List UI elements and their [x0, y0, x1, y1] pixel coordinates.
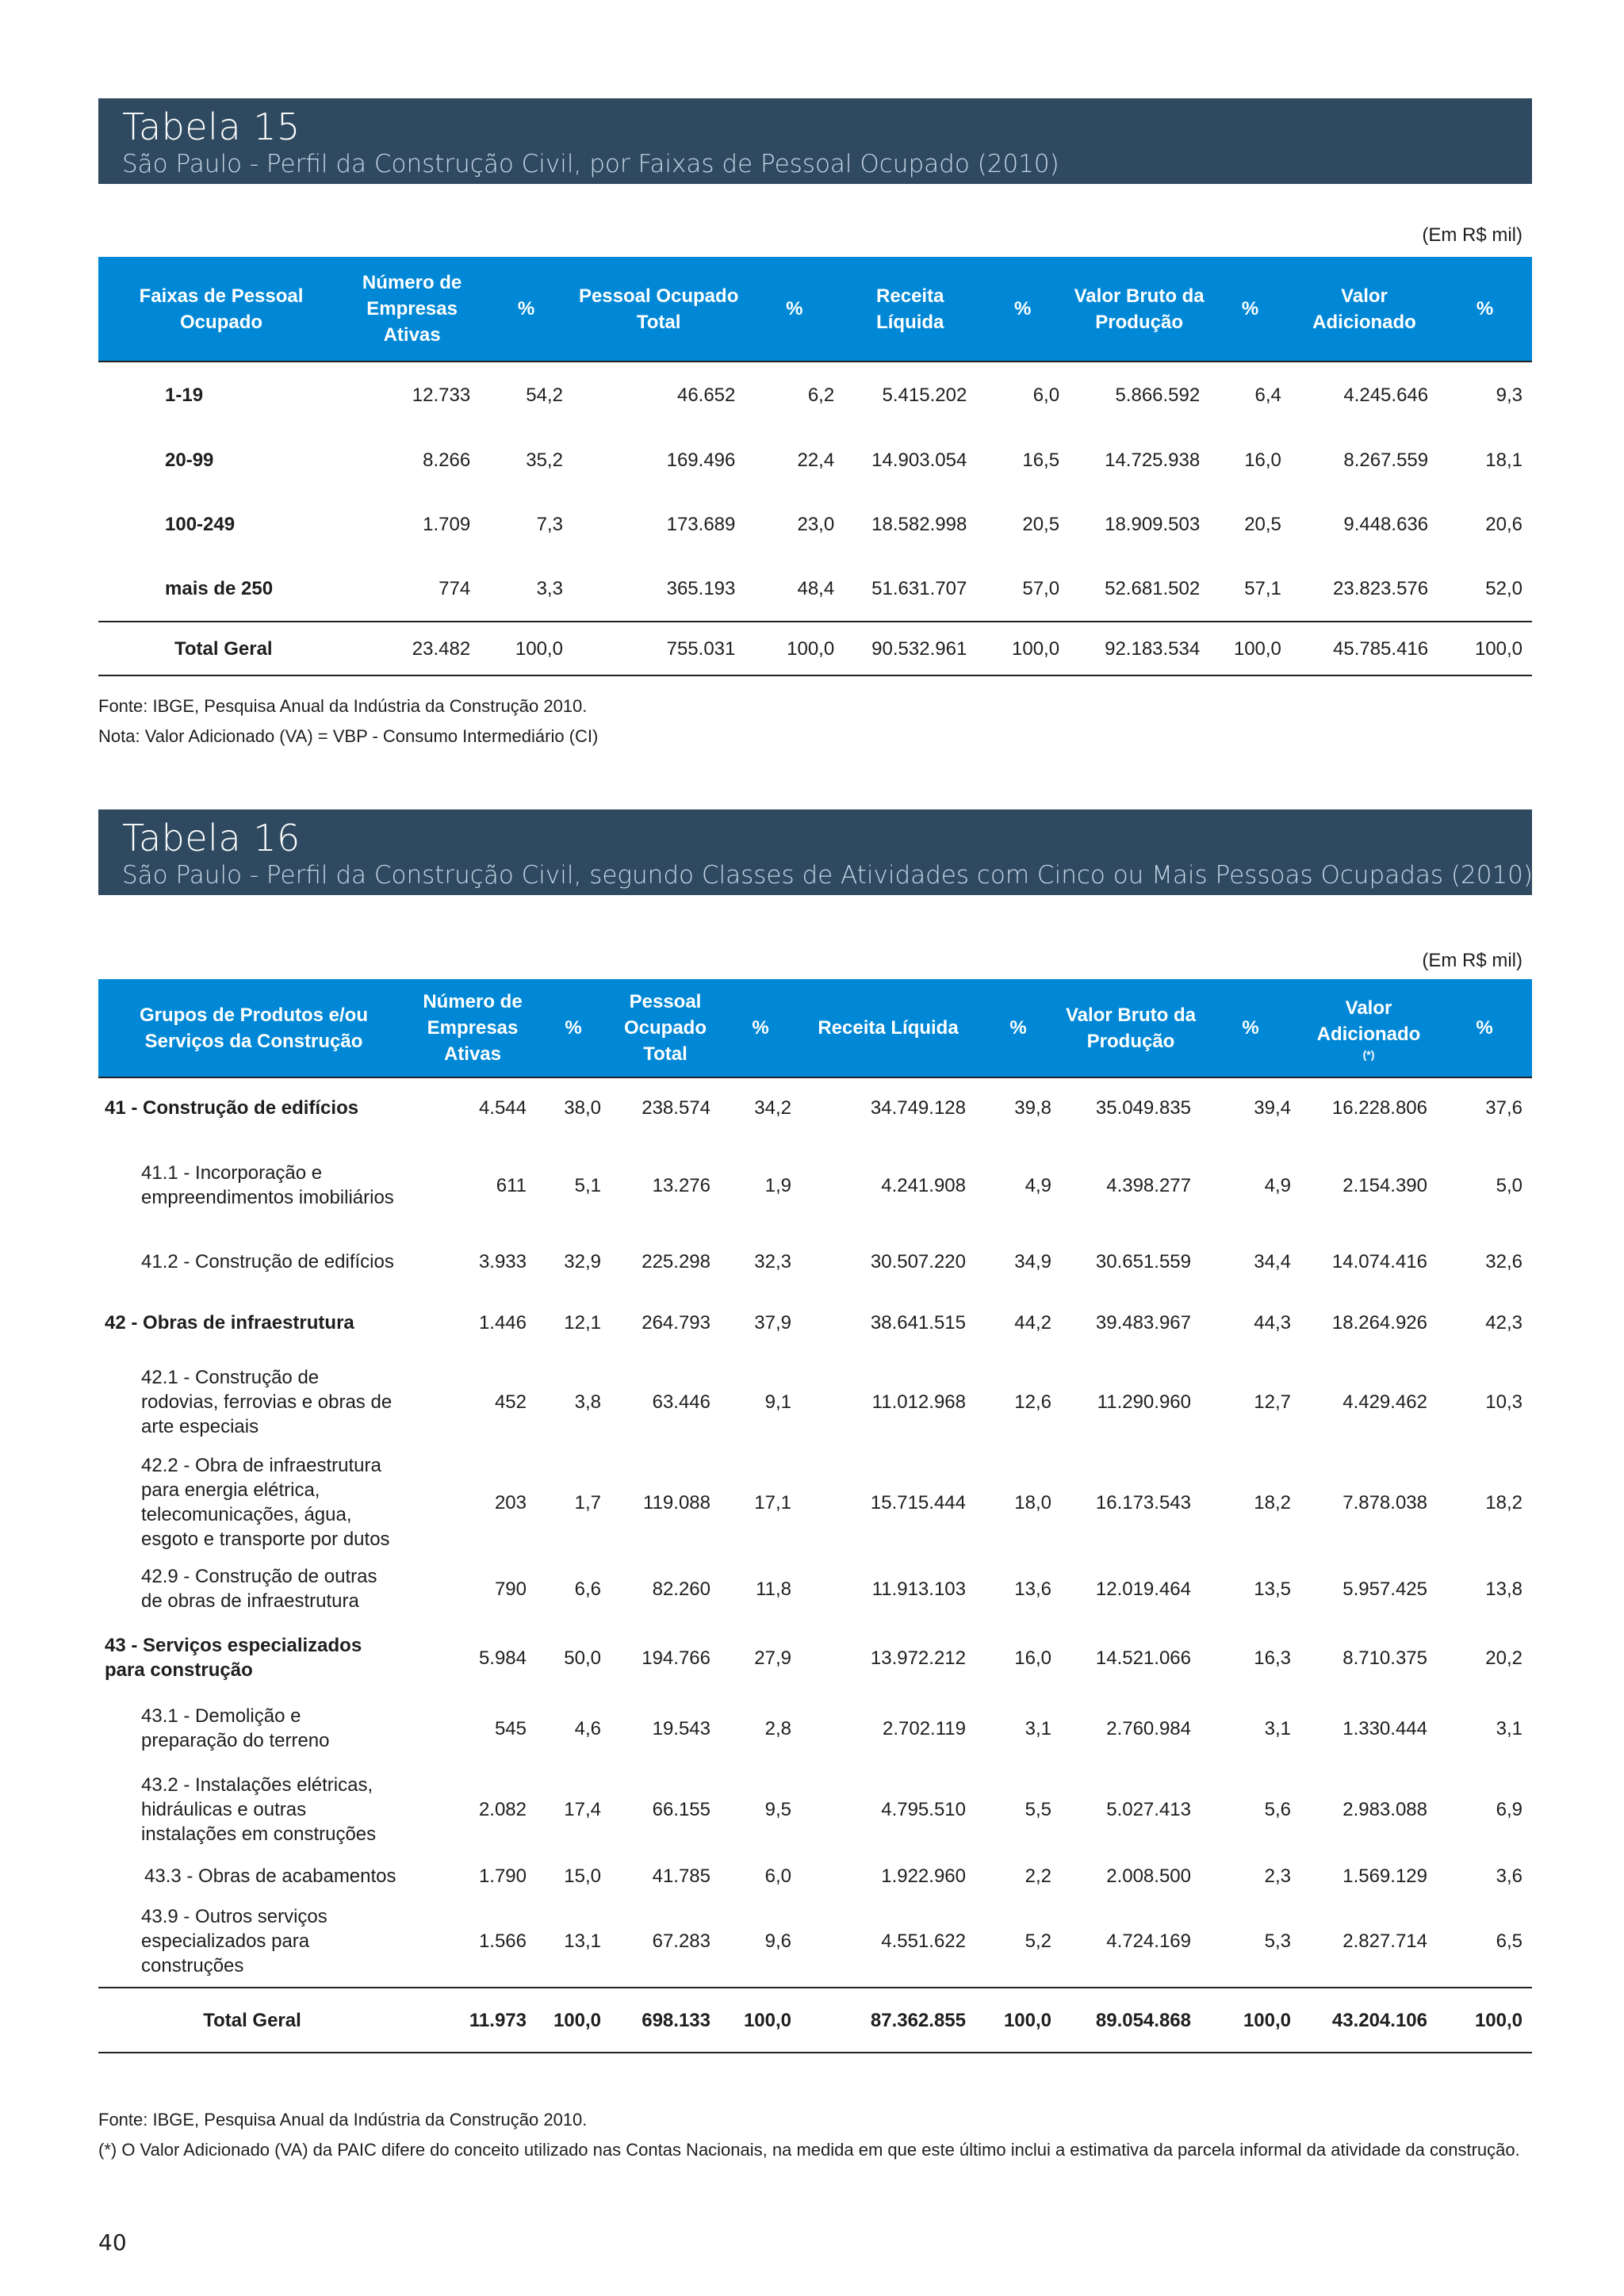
table-row	[98, 557, 1532, 622]
cell: 14.521.066	[1095, 1647, 1191, 1669]
table-16	[98, 979, 1532, 2053]
cell: 12,6	[1014, 1391, 1051, 1413]
row-label: 42.9 - Construção de outras de obras de infraestrutura	[141, 1566, 377, 1612]
cell: 23,0	[797, 513, 835, 535]
cell: 5.415.202	[882, 385, 967, 406]
cell: 8.267.559	[1343, 449, 1429, 471]
cell: 2,8	[764, 1717, 791, 1739]
cell: 5,0	[1496, 1174, 1522, 1196]
cell: 44,3	[1254, 1311, 1291, 1334]
cell: 16.228.806	[1331, 1097, 1427, 1119]
cell: 194.766	[642, 1647, 710, 1669]
table-15-notes	[98, 691, 598, 752]
header-cell: %	[1438, 257, 1532, 362]
cell: 20,5	[1022, 513, 1060, 535]
row-label: 42.2 - Obra de infraestrutura para energia elétrica, telecomunicações, água, esgoto e transporte por dutos	[141, 1455, 390, 1550]
cell: 2,2	[1025, 1865, 1051, 1887]
header-cell: %	[1209, 257, 1291, 362]
total-label: Total Geral	[98, 1988, 409, 2053]
header-cell: %	[1201, 979, 1300, 1077]
cell: 16,0	[1244, 449, 1281, 471]
group-row	[98, 1290, 1532, 1355]
cell: 2.983.088	[1342, 1798, 1427, 1820]
cell: 5.866.592	[1115, 385, 1201, 406]
cell: 365.193	[666, 578, 736, 599]
cell: 119.088	[643, 1491, 710, 1513]
cell: 2.760.984	[1106, 1717, 1191, 1739]
cell: 100,0	[976, 622, 1069, 675]
cell: 17,4	[564, 1798, 601, 1820]
row-label: 41.1 - Incorporação e empreendimentos imobiliários	[141, 1162, 394, 1208]
source-note: Fonte: IBGE, Pesquisa Anual da Indústria da Construção 2010.	[98, 696, 588, 716]
cell: 13,6	[1014, 1578, 1051, 1600]
cell: 100,0	[536, 1988, 611, 2053]
cell: 42,3	[1485, 1311, 1522, 1334]
cell: 5.027.413	[1106, 1798, 1191, 1820]
table-16-header-row	[98, 979, 1532, 1077]
table-row	[98, 1355, 1532, 1448]
cell: 18.909.503	[1105, 513, 1201, 535]
va-note: Nota: Valor Adicionado (VA) = VBP - Consumo Intermediário (CI)	[98, 726, 599, 746]
cell: 9,3	[1496, 385, 1522, 406]
cell: 2.154.390	[1342, 1174, 1427, 1196]
table-16-subtitle: São Paulo - Perfil da Construção Civil, segundo Classes de Atividades com Cinco ou Mais Pessoas Ocupadas (2010)	[122, 861, 1533, 890]
cell: 46.652	[676, 385, 736, 406]
cell: 82.260	[652, 1578, 710, 1600]
cell: 6,0	[764, 1865, 791, 1887]
table-row	[98, 1896, 1532, 1988]
cell: 16,0	[1014, 1647, 1051, 1669]
cell: 14.903.054	[871, 449, 967, 471]
cell: 39,4	[1254, 1097, 1291, 1119]
header-cell: Valor Bruto da Produção	[1069, 257, 1209, 362]
cell: 39,8	[1014, 1097, 1051, 1119]
cell: 38,0	[564, 1097, 601, 1119]
cell: 3.933	[478, 1250, 527, 1272]
cell: 2.082	[478, 1798, 527, 1820]
cell: 92.183.534	[1069, 622, 1209, 675]
cell: 6,2	[807, 385, 835, 406]
cell: 35.049.835	[1095, 1097, 1191, 1119]
header-cell: %	[975, 979, 1061, 1077]
header-cell: Grupos de Produtos e/ou Serviços da Construção	[98, 979, 409, 1077]
cell: 32,9	[564, 1250, 601, 1272]
row-label: 43.9 - Outros serviços especializados para construções	[141, 1906, 327, 1976]
cell: 63.446	[652, 1391, 710, 1413]
cell: 4.795.510	[881, 1798, 966, 1820]
cell: 52.681.502	[1105, 578, 1201, 599]
cell: 19.543	[652, 1717, 710, 1739]
cell: 4.241.908	[881, 1174, 966, 1196]
cell: 2,3	[1264, 1865, 1291, 1887]
cell: 6,4	[1254, 385, 1281, 406]
cell: 20,6	[1485, 513, 1522, 535]
cell: 37,9	[754, 1311, 791, 1334]
cell: 1.446	[478, 1311, 527, 1334]
cell: 30.651.559	[1095, 1250, 1191, 1272]
cell: 23.482	[344, 622, 480, 675]
cell: 44,2	[1014, 1311, 1051, 1334]
cell: 611	[496, 1174, 527, 1196]
cell: 7,3	[536, 513, 563, 535]
cell: 34.749.128	[870, 1097, 966, 1119]
cell: 8.266	[423, 449, 471, 471]
cell: 43.204.106	[1300, 1988, 1437, 2053]
cell: 48,4	[797, 578, 835, 599]
cell: 4.544	[478, 1097, 527, 1119]
row-label: 43.1 - Demolição e preparação do terreno	[141, 1705, 330, 1751]
cell: 545	[494, 1717, 527, 1739]
cell: 5.957.425	[1342, 1578, 1427, 1600]
table-15-subtitle: São Paulo - Perfil da Construção Civil, por Faixas de Pessoal Ocupado (2010)	[122, 150, 1059, 178]
cell: 35,2	[526, 449, 563, 471]
cell: 100,0	[975, 1988, 1061, 2053]
cell: 15.715.444	[870, 1491, 966, 1513]
cell: 11,8	[756, 1578, 791, 1600]
header-cell: %	[536, 979, 611, 1077]
cell: 18.264.926	[1331, 1311, 1427, 1334]
cell: 1.569.129	[1342, 1865, 1427, 1887]
cell: 5,2	[1025, 1931, 1051, 1952]
cell: 5,5	[1025, 1798, 1051, 1820]
cell: 87.362.855	[801, 1988, 975, 2053]
cell: 100,0	[720, 1988, 801, 2053]
cell: 13.972.212	[870, 1647, 966, 1669]
row-label: 1-19	[165, 385, 204, 406]
group-row	[98, 1621, 1532, 1694]
cell: 16.173.543	[1095, 1491, 1191, 1513]
header-cell: %	[1437, 979, 1532, 1077]
cell: 100,0	[480, 622, 573, 675]
table-row	[98, 492, 1532, 557]
cell: 34,9	[1014, 1250, 1051, 1272]
cell: 18,2	[1485, 1491, 1522, 1513]
header-cell: %	[745, 257, 844, 362]
cell: 37,6	[1485, 1097, 1522, 1119]
cell: 4.398.277	[1106, 1174, 1191, 1196]
cell: 1.566	[478, 1931, 527, 1952]
cell: 3,8	[574, 1391, 601, 1413]
cell: 14.074.416	[1331, 1250, 1427, 1272]
row-label: 43.2 - Instalações elétricas, hidráulicas e outras instalações em construções	[141, 1774, 377, 1845]
cell: 13,1	[564, 1931, 601, 1952]
row-label: 100-249	[165, 513, 236, 535]
header-cell: Número de Empresas Ativas	[344, 257, 480, 362]
cell: 22,4	[797, 449, 835, 471]
cell: 1,7	[574, 1491, 601, 1513]
cell: 9,5	[764, 1798, 791, 1820]
table-15-unit: (Em R$ mil)	[1422, 224, 1522, 246]
cell: 18,2	[1254, 1491, 1291, 1513]
table-row	[98, 1138, 1532, 1233]
cell: 9,6	[764, 1931, 791, 1952]
cell: 100,0	[745, 622, 844, 675]
cell: 2.827.714	[1342, 1931, 1427, 1952]
cell: 50,0	[564, 1647, 601, 1669]
header-cell: %	[976, 257, 1069, 362]
header-cell: Pessoal Ocupado Total	[611, 979, 720, 1077]
cell: 6,0	[1032, 385, 1060, 406]
cell: 89.054.868	[1061, 1988, 1201, 2053]
row-label: mais de 250	[165, 578, 274, 599]
cell: 8.710.375	[1342, 1647, 1427, 1669]
group-row	[98, 1077, 1532, 1138]
header-cell: Receita Líquida	[801, 979, 975, 1077]
cell: 9.448.636	[1343, 513, 1429, 535]
row-label: 42 - Obras de infraestrutura	[105, 1311, 354, 1334]
cell: 100,0	[1209, 622, 1291, 675]
cell: 13.276	[652, 1174, 710, 1196]
cell: 774	[439, 578, 471, 599]
header-cell: %	[720, 979, 801, 1077]
table-15-banner	[98, 98, 1532, 184]
row-label: 42.1 - Construção de rodovias, ferrovias e obras de arte especiais	[141, 1366, 393, 1437]
row-label: 41.2 - Construção de edifícios	[141, 1250, 394, 1272]
cell: 100,0	[1438, 622, 1532, 675]
cell: 30.507.220	[870, 1250, 966, 1272]
cell: 67.283	[652, 1931, 710, 1952]
cell: 13,5	[1254, 1578, 1291, 1600]
table-16-banner	[98, 809, 1532, 895]
header-label: Valor Adicionado	[1316, 997, 1421, 1045]
cell: 57,1	[1244, 578, 1281, 599]
cell: 3,3	[536, 578, 563, 599]
row-label: 43 - Serviços especializados para construção	[105, 1635, 362, 1681]
cell: 13,8	[1485, 1578, 1522, 1600]
cell: 41.785	[652, 1865, 710, 1887]
cell: 57,0	[1022, 578, 1060, 599]
cell: 51.631.707	[871, 578, 967, 599]
cell: 4.724.169	[1106, 1931, 1191, 1952]
cell: 7.878.038	[1342, 1491, 1427, 1513]
cell: 45.785.416	[1291, 622, 1438, 675]
cell: 11.973	[409, 1988, 536, 2053]
cell: 698.133	[611, 1988, 720, 2053]
row-label: 41 - Construção de edifícios	[105, 1097, 359, 1119]
cell: 90.532.961	[844, 622, 976, 675]
cell: 3,1	[1025, 1717, 1051, 1739]
table-15-title: Tabela 15	[122, 105, 301, 148]
cell: 3,6	[1496, 1865, 1522, 1887]
cell: 100,0	[1201, 1988, 1300, 2053]
cell: 12,7	[1254, 1391, 1291, 1413]
cell: 38.641.515	[870, 1311, 966, 1334]
table-row	[98, 1556, 1532, 1621]
cell: 4.429.462	[1342, 1391, 1427, 1413]
table-16-notes	[98, 2105, 1520, 2165]
cell: 23.823.576	[1333, 578, 1429, 599]
cell: 15,0	[564, 1865, 601, 1887]
header-cell: Valor Bruto da Produção	[1061, 979, 1201, 1077]
header-cell: Pessoal Ocupado Total	[573, 257, 745, 362]
cell: 12.019.464	[1095, 1578, 1191, 1600]
table-16-unit: (Em R$ mil)	[1422, 950, 1522, 971]
cell: 32,6	[1485, 1250, 1522, 1272]
cell: 225.298	[642, 1250, 710, 1272]
cell: 1.709	[423, 513, 471, 535]
cell: 1.330.444	[1342, 1717, 1427, 1739]
va-footnote: (*) O Valor Adicionado (VA) da PAIC difere do conceito utilizado nas Contas Nacionais, na medida em que este último inclui a estimativa da parcela informal da atividade da construção.	[98, 2140, 1520, 2160]
row-label: 43.3 - Obras de acabamentos	[144, 1865, 396, 1887]
cell: 169.496	[666, 449, 736, 471]
header-cell	[1300, 979, 1437, 1077]
cell: 12.733	[412, 385, 471, 406]
cell: 5,3	[1264, 1931, 1291, 1952]
source-note: Fonte: IBGE, Pesquisa Anual da Indústria da Construção 2010.	[98, 2110, 588, 2130]
cell: 16,5	[1022, 449, 1060, 471]
cell: 18,0	[1014, 1491, 1051, 1513]
cell: 32,3	[754, 1250, 791, 1272]
cell: 11.290.960	[1097, 1391, 1191, 1413]
cell: 66.155	[652, 1798, 710, 1820]
cell: 4,9	[1025, 1174, 1051, 1196]
cell: 14.725.938	[1105, 449, 1201, 471]
table-row	[98, 1856, 1532, 1896]
total-label: Total Geral	[98, 622, 344, 675]
cell: 20,5	[1244, 513, 1281, 535]
cell: 9,1	[764, 1391, 791, 1413]
header-cell: Número de Empresas Ativas	[409, 979, 536, 1077]
cell: 16,3	[1254, 1647, 1291, 1669]
cell: 3,1	[1496, 1717, 1522, 1739]
total-row	[98, 1988, 1532, 2053]
cell: 20,2	[1485, 1647, 1522, 1669]
cell: 1.922.960	[881, 1865, 966, 1887]
cell: 4,6	[574, 1717, 601, 1739]
total-row	[98, 622, 1532, 675]
cell: 11.913.103	[871, 1578, 966, 1600]
page-number: 40	[98, 2229, 127, 2256]
footnote-mark: (*)	[1362, 1047, 1375, 1061]
cell: 10,3	[1485, 1391, 1522, 1413]
cell: 27,9	[754, 1647, 791, 1669]
cell: 790	[494, 1578, 527, 1600]
cell: 3,1	[1264, 1717, 1291, 1739]
cell: 34,4	[1254, 1250, 1291, 1272]
cell: 238.574	[642, 1097, 710, 1119]
cell: 39.483.967	[1095, 1311, 1191, 1334]
cell: 54,2	[526, 385, 563, 406]
cell: 34,2	[754, 1097, 791, 1119]
table-15-header-row	[98, 257, 1532, 362]
cell: 52,0	[1485, 578, 1522, 599]
cell: 17,1	[754, 1491, 791, 1513]
cell: 452	[494, 1391, 527, 1413]
cell: 18.582.998	[871, 513, 967, 535]
cell: 18,1	[1485, 449, 1522, 471]
cell: 2.702.119	[883, 1717, 966, 1739]
table-16-title: Tabela 16	[122, 817, 301, 859]
table-row	[98, 1448, 1532, 1556]
cell: 4.551.622	[881, 1931, 966, 1952]
cell: 2.008.500	[1106, 1865, 1191, 1887]
cell: 6,6	[574, 1578, 601, 1600]
table-15	[98, 257, 1532, 676]
cell: 100,0	[1437, 1988, 1532, 2053]
cell: 12,1	[564, 1311, 601, 1334]
header-cell: Receita Líquida	[844, 257, 976, 362]
cell: 11.012.968	[871, 1391, 966, 1413]
cell: 203	[494, 1491, 527, 1513]
cell: 6,5	[1496, 1931, 1522, 1952]
cell: 4.245.646	[1343, 385, 1429, 406]
cell: 4,9	[1264, 1174, 1291, 1196]
header-cell: %	[480, 257, 573, 362]
cell: 5.984	[478, 1647, 527, 1669]
row-label: 20-99	[165, 449, 214, 471]
cell: 6,9	[1496, 1798, 1522, 1820]
table-row	[98, 1694, 1532, 1762]
header-cell: Faixas de Pessoal Ocupado	[98, 257, 344, 362]
header-cell: Valor Adicionado	[1291, 257, 1438, 362]
table-row	[98, 362, 1532, 428]
cell: 173.689	[666, 513, 736, 535]
table-row	[98, 428, 1532, 492]
table-row	[98, 1233, 1532, 1290]
cell: 264.793	[642, 1311, 710, 1334]
cell: 1.790	[478, 1865, 527, 1887]
table-row	[98, 1762, 1532, 1856]
cell: 755.031	[573, 622, 745, 675]
cell: 1,9	[764, 1174, 791, 1196]
cell: 5,1	[574, 1174, 601, 1196]
cell: 5,6	[1264, 1798, 1291, 1820]
